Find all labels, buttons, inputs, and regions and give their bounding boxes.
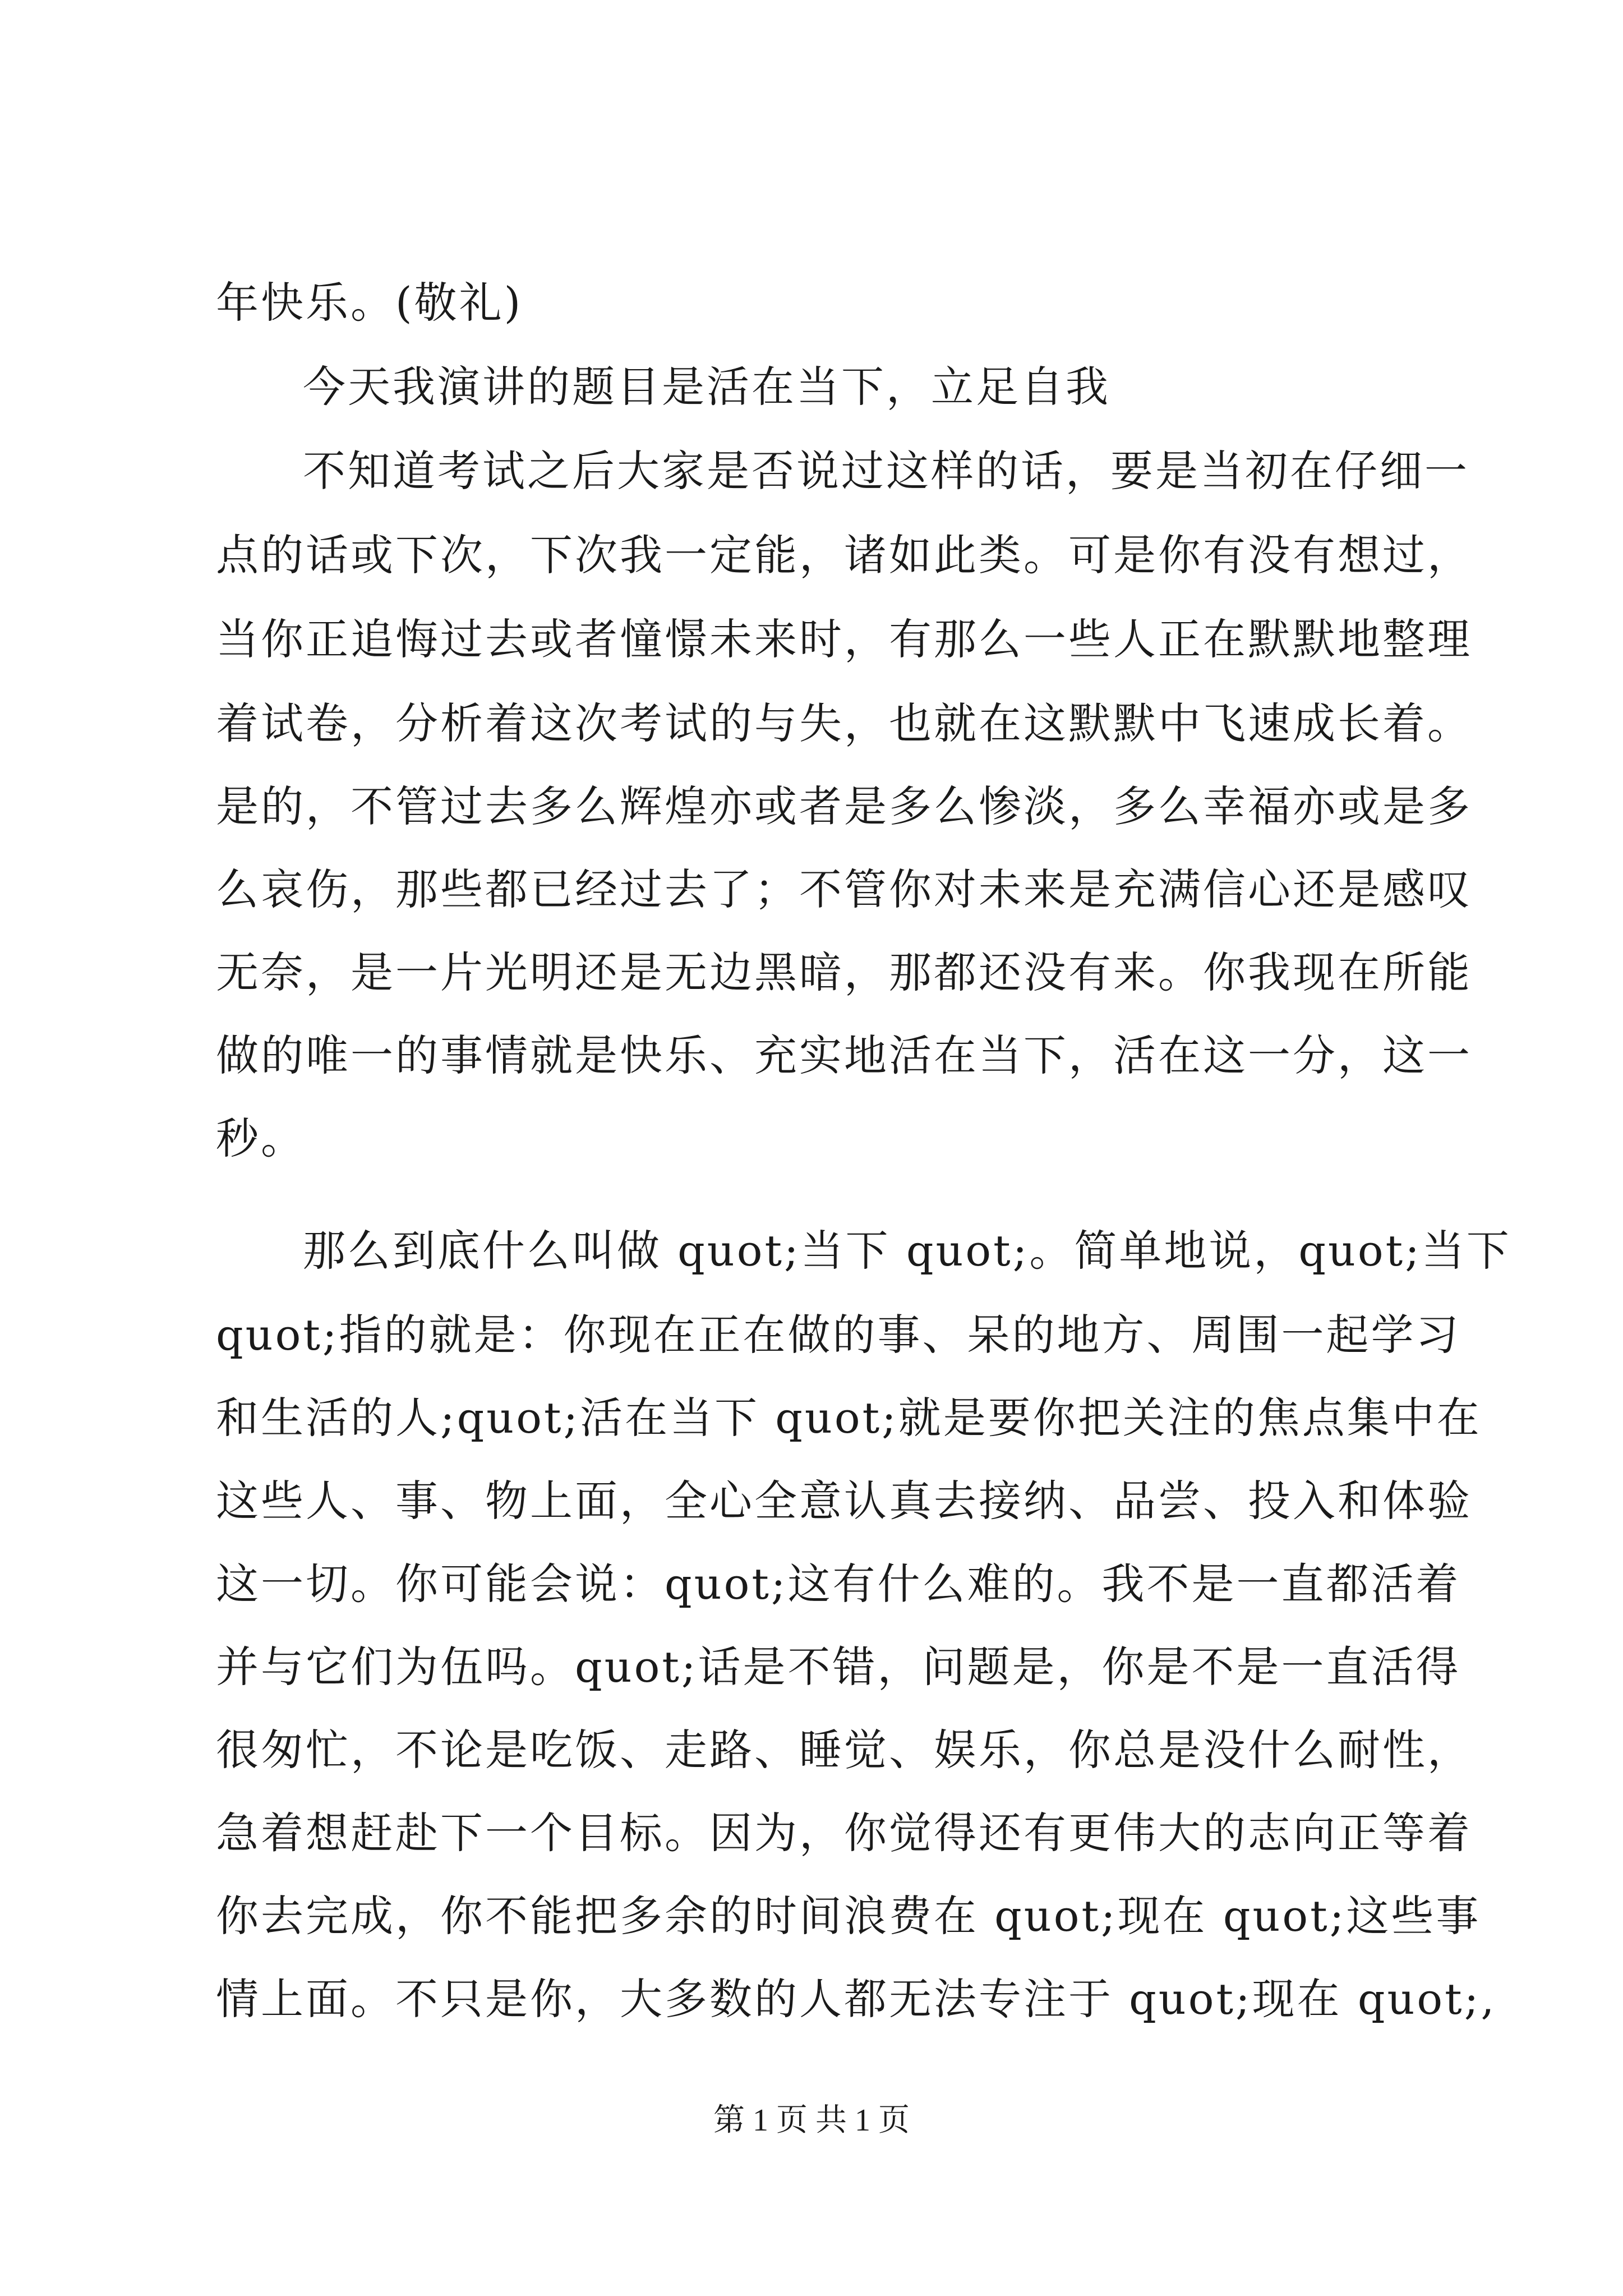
text-line: 不知道考试之后大家是否说过这样的话，要是当初在仔细一 bbox=[303, 446, 1469, 496]
text-line: 无奈，是一片光明还是无边黑暗，那都还没有来。你我现在所能 bbox=[216, 947, 1472, 997]
text-line: 情上面。不只是你，大多数的人都无法专注于 quot;现在 quot;, bbox=[216, 1974, 1497, 2024]
text-line: 年快乐。(敬礼) bbox=[216, 278, 523, 328]
text-line: 做的唯一的事情就是快乐、充实地活在当下，活在这一分，这一 bbox=[216, 1030, 1472, 1080]
page-footer: 第 1 页 共 1 页 bbox=[713, 2103, 910, 2138]
text-line: 是的，不管过去多么辉煌亦或者是多么惨淡，多么幸福亦或是多 bbox=[216, 781, 1472, 831]
text-line: 这些人、事、物上面，全心全意认真去接纳、品尝、投入和体验 bbox=[216, 1476, 1472, 1526]
text-line: 么哀伤，那些都已经过去了；不管你对未来是充满信心还是感叹 bbox=[216, 864, 1472, 914]
text-line: 和生活的人;quot;活在当下 quot;就是要你把关注的焦点集中在 bbox=[216, 1393, 1482, 1443]
text-line: quot;指的就是：你现在正在做的事、呆的地方、周围一起学习 bbox=[216, 1310, 1461, 1360]
text-line: 点的话或下次，下次我一定能，诸如此类。可是你有没有想过， bbox=[216, 530, 1472, 580]
text-line: 急着想赶赴下一个目标。因为，你觉得还有更伟大的志向正等着 bbox=[216, 1808, 1472, 1858]
text-line: 并与它们为伍吗。quot;话是不错，问题是，你是不是一直活得 bbox=[216, 1642, 1461, 1692]
text-line: 今天我演讲的题目是活在当下，立足自我 bbox=[303, 362, 1110, 412]
text-line: 很匆忙，不论是吃饭、走路、睡觉、娱乐，你总是没什么耐性， bbox=[216, 1725, 1472, 1775]
text-line: 当你正追悔过去或者憧憬未来时，有那么一些人正在默默地整理 bbox=[216, 614, 1472, 664]
text-line: 着试卷，分析着这次考试的与失，也就在这默默中飞速成长着。 bbox=[216, 698, 1472, 748]
text-line: 那么到底什么叫做 quot;当下 quot;。简单地说，quot;当下 bbox=[303, 1226, 1511, 1276]
text-line: 这一切。你可能会说：quot;这有什么难的。我不是一直都活着 bbox=[216, 1559, 1461, 1609]
text-line: 你去完成，你不能把多余的时间浪费在 quot;现在 quot;这些事 bbox=[216, 1891, 1481, 1941]
text-line: 秒。 bbox=[216, 1114, 306, 1163]
